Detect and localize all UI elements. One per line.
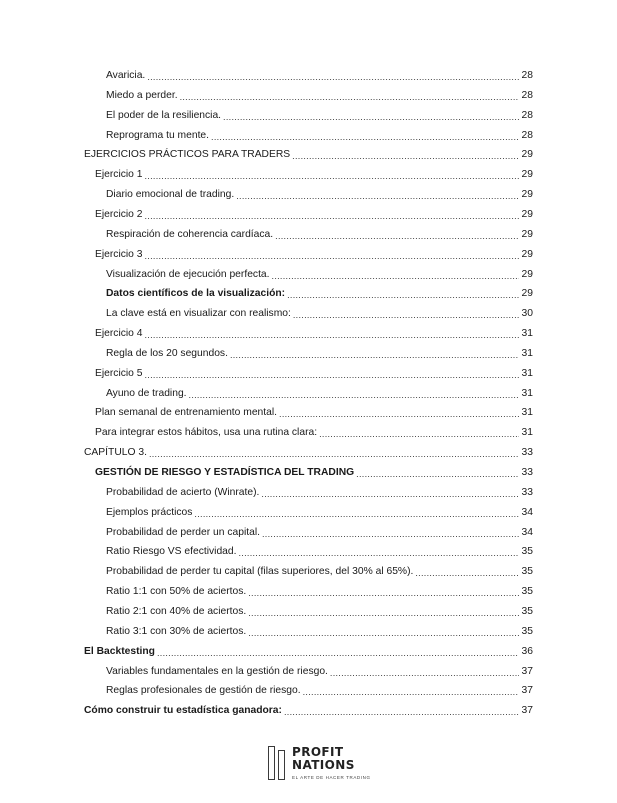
toc-entry[interactable] [106,503,533,519]
toc-entry[interactable] [106,225,533,241]
toc-dot-leader [236,191,519,201]
toc-entry-title: EJERCICIOS PRÁCTICOS PARA TRADERS [84,149,291,161]
toc-entry-page: 37 [521,705,533,717]
toc-dot-leader [248,588,519,598]
toc-entry-title: Para integrar estos hábitos, usa una rutina clara: [95,427,318,439]
toc-entry-page: 31 [521,347,533,359]
toc-dot-leader [145,251,520,261]
toc-entry-title: Ejercicio 4 [95,328,143,340]
toc-entry-page: 28 [521,109,533,121]
toc-dot-leader [415,568,519,578]
toc-dot-leader [145,370,520,380]
toc-dot-leader [319,429,519,439]
toc-entry[interactable] [95,423,533,439]
toc-dot-leader [292,151,519,161]
toc-entry-page: 29 [521,169,533,181]
toc-entry[interactable] [106,662,533,678]
toc-entry-page: 29 [521,268,533,280]
toc-entry-page: 31 [521,367,533,379]
toc-entry-title: GESTIÓN DE RIESGO Y ESTADÍSTICA DEL TRADING [95,467,355,478]
toc-dot-leader [356,469,519,479]
toc-entry[interactable] [106,185,533,201]
toc-entry-page: 34 [521,506,533,518]
toc-entry[interactable] [84,145,533,161]
toc-dot-leader [189,390,519,400]
toc-entry[interactable] [106,384,533,400]
toc-entry-page: 35 [521,586,533,598]
toc-entry[interactable] [84,443,533,459]
toc-dot-leader [149,449,519,459]
toc-entry[interactable] [84,642,533,658]
toc-entry[interactable] [95,403,533,419]
toc-entry[interactable] [106,86,533,102]
toc-dot-leader [230,350,519,360]
toc-entry-title: Respiración de coherencia cardíaca. [106,228,274,240]
toc-entry-page: 33 [521,486,533,498]
toc-entry-page: 37 [521,685,533,697]
toc-dot-leader [262,529,519,539]
toc-entry-title: Miedo a perder. [106,89,178,101]
toc-entry-title: Plan semanal de entrenamiento mental. [95,407,278,419]
toc-dot-leader [272,271,519,281]
toc-entry-title: Ratio 1:1 con 50% de aciertos. [106,586,247,598]
toc-entry[interactable] [106,483,533,499]
toc-entry[interactable] [95,205,533,221]
toc-dot-leader [145,171,520,181]
toc-entry-page: 29 [521,288,533,300]
toc-entry-title: Variables fundamentales en la gestión de riesgo. [106,665,328,677]
brand-tagline: EL ARTE DE HACER TRADING [292,775,371,780]
toc-entry-title: Datos científicos de la visualización: [106,288,286,300]
toc-dot-leader [284,707,519,717]
toc-entry-title: CAPÍTULO 3. [84,447,147,459]
toc-entry-title: Ratio Riesgo VS efectividad. [106,546,237,558]
toc-entry-page: 29 [521,149,533,161]
toc-entry[interactable] [106,126,533,142]
toc-entry[interactable] [106,542,533,558]
toc-entry-page: 31 [521,427,533,439]
toc-entry-page: 36 [521,645,533,657]
toc-entry-title: El poder de la resiliencia. [106,109,222,121]
toc-entry-title: Reprograma tu mente. [106,129,210,141]
toc-dot-leader [293,310,519,320]
toc-entry[interactable] [106,582,533,598]
toc-entry[interactable] [106,622,533,638]
toc-entry-title: Cómo construir tu estadística ganadora: [84,705,282,717]
toc-entry[interactable] [95,245,533,261]
toc-entry[interactable] [106,681,533,697]
toc-entry[interactable] [106,304,533,320]
toc-entry-title: Avaricia. [106,70,146,81]
toc-entry-title: Ejercicio 5 [95,367,143,379]
toc-entry-page: 29 [521,248,533,260]
toc-dot-leader [145,330,520,340]
toc-entry-title: Ejercicio 3 [95,248,143,260]
toc-dot-leader [287,290,519,300]
toc-entry[interactable] [95,324,533,340]
toc-dot-leader [239,548,520,558]
toc-entry-page: 34 [521,526,533,538]
toc-entry-title: Ayuno de trading. [106,387,187,399]
toc-entry-title: Ejercicio 1 [95,169,143,181]
toc-entry[interactable] [106,265,533,281]
toc-entry[interactable] [106,562,533,578]
toc-entry[interactable] [106,66,533,82]
toc-entry-page: 28 [521,89,533,101]
toc-entry-title: Ratio 3:1 con 30% de aciertos. [106,625,247,637]
toc-entry-title: Probabilidad de acierto (Winrate). [106,486,260,498]
toc-entry-page: 29 [521,208,533,220]
brand-logo-icon [268,746,285,780]
toc-entry-title: La clave está en visualizar con realismo: [106,308,291,320]
toc-entry-title: Ratio 2:1 con 40% de aciertos. [106,605,247,617]
toc-entry-page: 31 [521,407,533,419]
toc-entry-page: 33 [521,467,533,478]
toc-dot-leader [261,489,519,499]
brand-name-line2: NATIONS [292,758,355,772]
toc-entry-page: 35 [521,625,533,637]
toc-entry-page: 28 [521,70,533,81]
toc-entry-page: 29 [521,189,533,201]
toc-dot-leader [303,687,519,697]
toc-dot-leader [248,628,519,638]
toc-entry-page: 28 [521,129,533,141]
toc-entry[interactable] [95,463,533,479]
brand-name-line1: PROFIT [292,745,344,759]
toc-entry-title: Reglas profesionales de gestión de riesgo. [106,685,301,697]
toc-entry[interactable] [106,602,533,618]
toc-dot-leader [147,72,519,82]
toc-entry-page: 37 [521,665,533,677]
toc-dot-leader [211,132,519,142]
toc-entry-page: 31 [521,328,533,340]
toc-dot-leader [248,608,519,618]
toc-entry[interactable] [95,165,533,181]
toc-entry[interactable] [106,344,533,360]
toc-entry-page: 31 [521,387,533,399]
toc-entry[interactable] [106,106,533,122]
toc-dot-leader [223,112,519,122]
toc-dot-leader [145,211,520,221]
toc-entry-page: 29 [521,228,533,240]
toc-entry-page: 35 [521,605,533,617]
toc-entry-page: 33 [521,447,533,459]
toc-entry[interactable] [106,284,533,300]
toc-dot-leader [157,648,519,658]
toc-entry-title: El Backtesting [84,645,155,657]
toc-entry-title: Diario emocional de trading. [106,189,235,201]
toc-entry-page: 35 [521,546,533,558]
footer-logo [268,746,371,780]
toc-entry[interactable] [84,701,533,717]
toc-entry-title: Visualización de ejecución perfecta. [106,268,270,280]
toc-dot-leader [330,668,519,678]
toc-entry-title: Probabilidad de perder un capital. [106,526,260,538]
toc-dot-leader [279,409,519,419]
toc-entry-title: Probabilidad de perder tu capital (filas superiores, del 30% al 65%). [106,566,414,578]
toc-entry-page: 30 [521,308,533,320]
toc-dot-leader [194,509,519,519]
toc-dot-leader [180,92,519,102]
toc-entry-page: 35 [521,566,533,578]
toc-entry-title: Ejemplos prácticos [106,506,193,518]
toc-entry-title: Regla de los 20 segundos. [106,347,228,359]
toc-entry[interactable] [106,523,533,539]
toc-entry[interactable] [95,364,533,380]
toc-entry-title: Ejercicio 2 [95,208,143,220]
toc-dot-leader [275,231,519,241]
